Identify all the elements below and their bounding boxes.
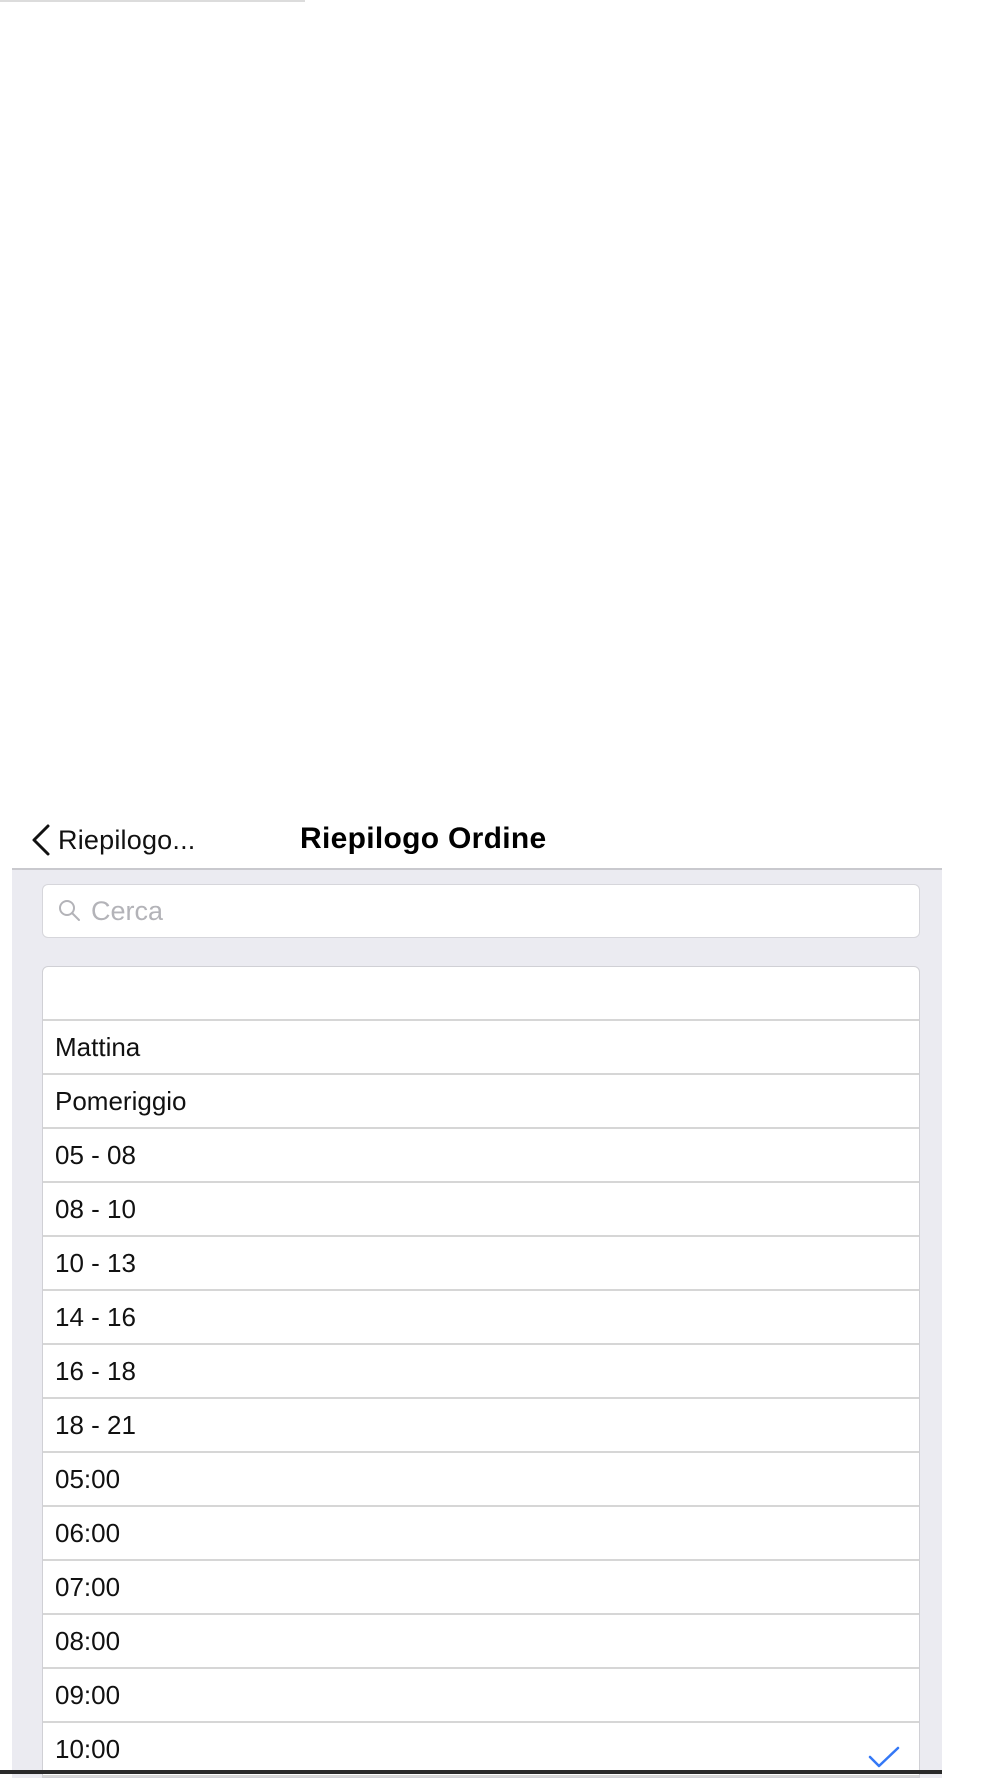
search-input[interactable] bbox=[89, 895, 873, 928]
list-item-label: 05 - 08 bbox=[55, 1139, 136, 1170]
list-item-label: 09:00 bbox=[55, 1679, 121, 1710]
list-item[interactable] bbox=[43, 967, 919, 1021]
list-item[interactable] bbox=[43, 1453, 919, 1507]
list-item[interactable] bbox=[43, 1561, 919, 1615]
checkmark-icon bbox=[867, 1745, 901, 1769]
list-item[interactable] bbox=[43, 1291, 919, 1345]
list-item-label: 10:00 bbox=[55, 1733, 121, 1764]
list-item[interactable] bbox=[43, 1507, 919, 1561]
page-title: Riepilogo Ordine bbox=[300, 822, 547, 855]
list-item[interactable] bbox=[43, 1345, 919, 1399]
list-item-label: 05:00 bbox=[55, 1463, 121, 1494]
list-item-label: 06:00 bbox=[55, 1517, 121, 1548]
list-item-label: 18 - 21 bbox=[55, 1409, 136, 1440]
options-list bbox=[42, 966, 920, 1778]
list-item[interactable] bbox=[43, 1669, 919, 1723]
list-item[interactable] bbox=[43, 1129, 919, 1183]
list-item-label: 14 - 16 bbox=[55, 1301, 136, 1332]
list-item-label: Pomeriggio bbox=[55, 1085, 187, 1116]
list-item-label: 08 - 10 bbox=[55, 1193, 136, 1224]
back-button[interactable] bbox=[26, 820, 195, 860]
bottom-edge-bar bbox=[0, 1770, 942, 1774]
chevron-left-icon bbox=[26, 822, 56, 858]
list-item[interactable] bbox=[43, 1399, 919, 1453]
list-item-label: Mattina bbox=[55, 1031, 141, 1062]
list-item[interactable] bbox=[43, 1723, 919, 1777]
list-item-label: 08:00 bbox=[55, 1625, 121, 1656]
search-field[interactable] bbox=[42, 884, 920, 938]
search-icon bbox=[57, 898, 83, 924]
list-item[interactable] bbox=[43, 1021, 919, 1075]
content-area bbox=[12, 870, 942, 1778]
list-item[interactable] bbox=[43, 1237, 919, 1291]
list-item-label: 10 - 13 bbox=[55, 1247, 136, 1278]
list-item[interactable] bbox=[43, 1615, 919, 1669]
back-button-label: Riepilogo... bbox=[58, 824, 196, 855]
navigation-bar bbox=[12, 808, 942, 870]
list-item-label: 07:00 bbox=[55, 1571, 121, 1602]
list-item[interactable] bbox=[43, 1183, 919, 1237]
list-item[interactable] bbox=[43, 1075, 919, 1129]
list-item-label: 16 - 18 bbox=[55, 1355, 136, 1386]
top-divider bbox=[0, 0, 305, 2]
